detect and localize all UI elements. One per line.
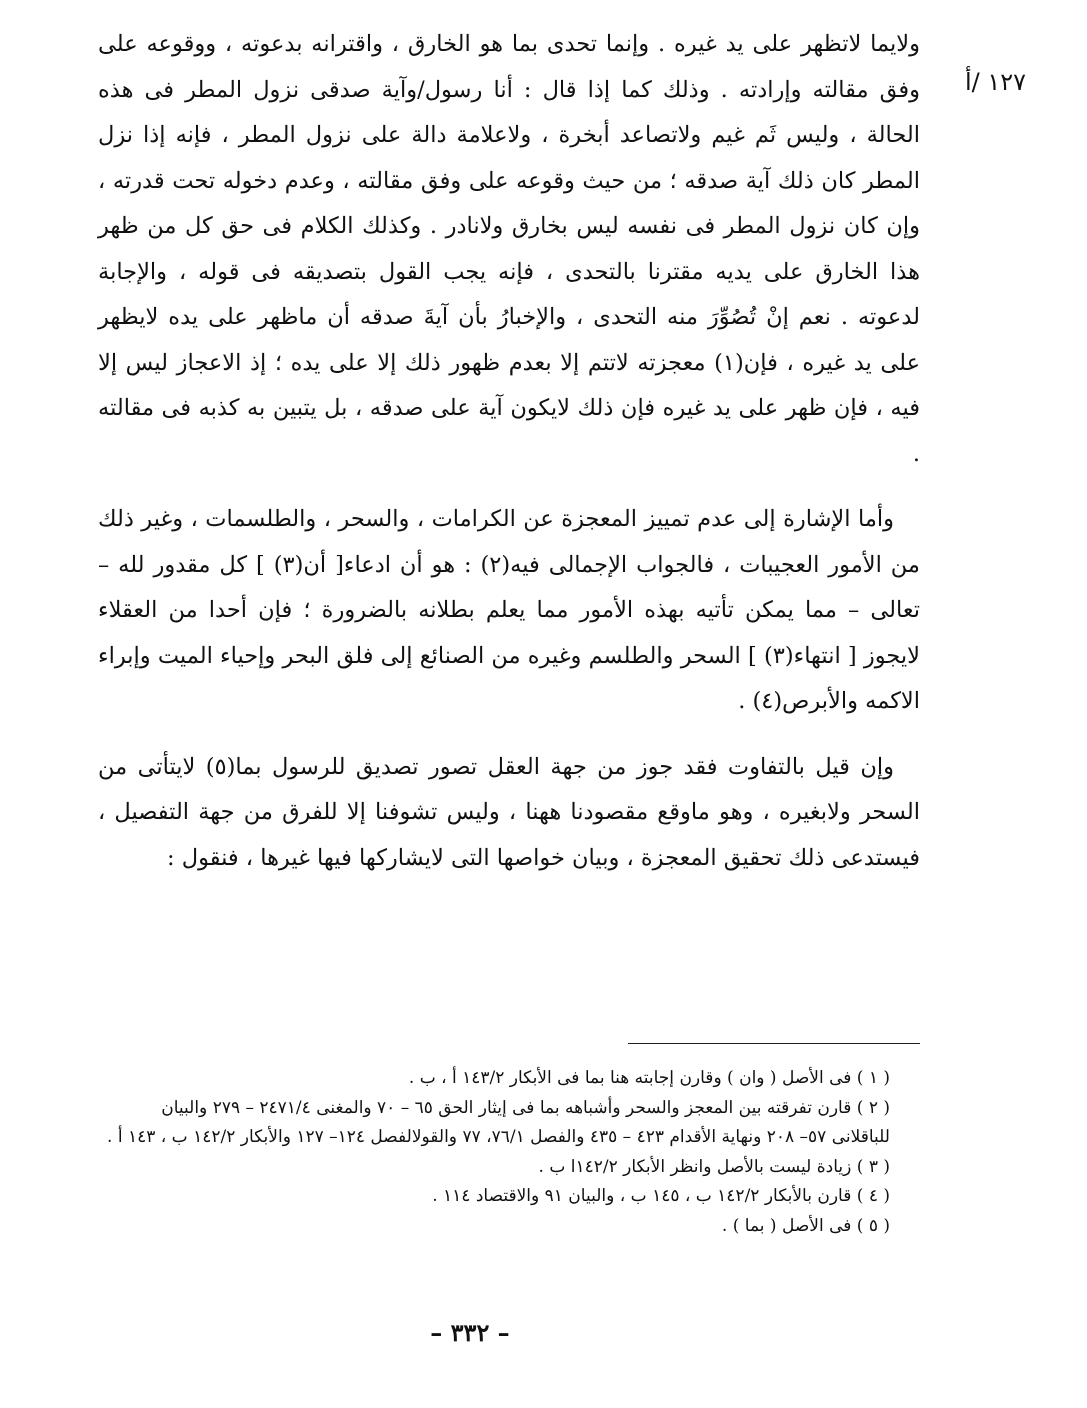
footnote: ( ٢ ) قارن تفرقته بين المعجز والسحر وأشباهه بما فى إيثار الحق ٦٥ – ٧٠ والمغنى ٢٤٧١/٤ – ٢٧٩ والبيان للباقلانى ٥٧– ٢٠٨ ونهاية الأقدام ٤٢٣ – ٤٣٥ والفصل ٧٦/١، ٧٧ والقولالفصل ١٢٤– ١٢٧ والأبكار ١٤٢/٢ ب ، ١٤٣ أ . xyxy=(107,1097,890,1147)
footnotes xyxy=(100,1064,890,1241)
footnote: ( ١ ) فى الأصل ( وان ) وقارن إجابته هنا بما فى الأبكار ١٤٣/٢ أ ، ب . xyxy=(408,1068,890,1088)
paragraph: وأما الإشارة إلى عدم تمييز المعجزة عن الكرامات ، والسحر ، والطلسمات ، وغير ذلك من الأمور العجيبات ، فالجواب الإجمالى فيه(٢) : هو أن ادعاء[ أن(٣) ] كل مقدور لله – تعالى – مما يمكن تأتيه بهذه الأمور مما يعلم بطلانه بالضرورة ؛ فإن أحدا من العقلاء لايجوز [ انتهاء(٣) ] السحر والطلسم وغيره من الصنائع إلى فلق البحر وإحياء الميت وإبراء الاكمه والأبرص(٤) . xyxy=(98,506,921,714)
paragraph: وإن قيل بالتفاوت فقد جوز من جهة العقل تصور تصديق للرسول بما(٥) لايتأتى من السحر ولابغيره ، وهو ماوقع مقصودنا ههنا ، وليس تشوفنا إلا للفرق من جهة التفصيل ، فيستدعى ذلك تحقيق المعجزة ، وبيان خواصها التى لايشاركها فيها غيرها ، فنقول : xyxy=(98,753,920,871)
page-number: – ٣٣٢ – xyxy=(430,1318,510,1347)
footnote: ( ٥ ) فى الأصل ( بما ) . xyxy=(721,1215,890,1236)
main-text xyxy=(98,22,920,881)
paragraph: ولايما لاتظهر على يد غيره . وإنما تحدى بما هو الخارق ، واقترانه بدعوته ، ووقوعه على وفق مقالته وإرادته . وذلك كما إذا قال : أنا رسول/وآية صدقى نزول المطر فى هذه الحالة ، وليس ثَم غيم ولاتصاعد أبخرة ، ولاعلامة دالة على نزول المطر ، فإنه إذا نزل المطر كان ذلك آية صدقه ؛ من حيث وقوعه على وفق مقالته ، وعدم دخوله تحت قدرته ، وإن كان نزول المطر فى نفسه ليس بخارق ولانادر . وكذلك الكلام فى حق كل من ظهر هذا الخارق على يديه مقترنا بالتحدى ، فإنه يجب القول بتصديقه فى قوله ، والإجابة لدعوته . نعم إنْ تُصُوِّرَ منه التحدى ، والإخبارُ بأن آيةَ صدقه أن ماظهر على يده لايظهر على يد غيره ، فإن(١) معجزته لاتتم إلا بعدم ظهور ذلك إلا على يده ؛ إذ الاعجاز ليس إلا فيه ، فإن ظهر على يد غيره فإن ذلك لايكون آية على صدقه ، بل يتبين به كذبه فى مقالته . xyxy=(98,31,920,467)
footnote: ( ٤ ) قارن بالأبكار ١٤٢/٢ ب ، ١٤٥ ب ، والبيان ٩١ والاقتصاد ١١٤ . xyxy=(432,1186,890,1206)
margin-folio-note: ١٢٧ /أ xyxy=(964,68,1026,96)
footnote: ( ٣ ) زيادة ليست بالأصل وانظر الأبكار ١٤٢/٢ا ب . xyxy=(538,1156,890,1177)
footnote-divider xyxy=(628,1043,920,1044)
